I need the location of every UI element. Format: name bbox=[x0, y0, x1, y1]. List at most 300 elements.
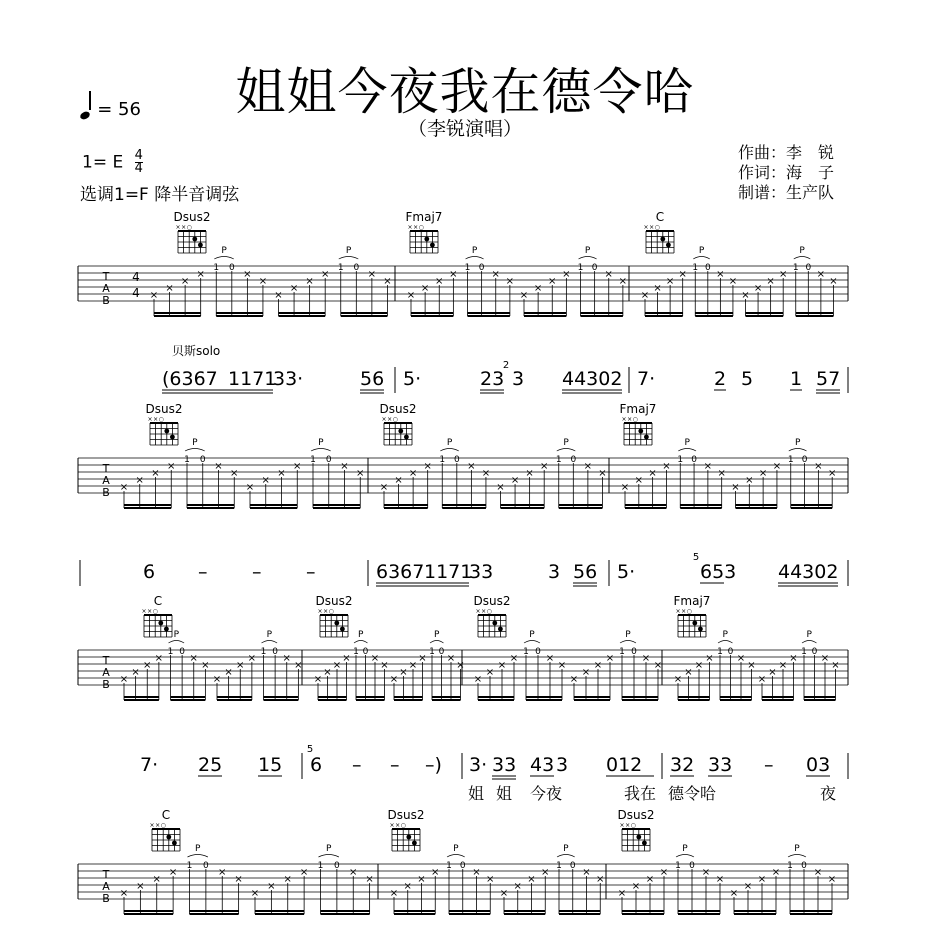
chord-name: Dsus2 bbox=[315, 594, 353, 608]
jianpu-note: – bbox=[198, 561, 208, 583]
chord-open-mark: × bbox=[481, 608, 487, 615]
pull-off-mark: P bbox=[446, 438, 453, 448]
tab-note-x: × bbox=[294, 660, 303, 671]
tab-clef-letter: B bbox=[102, 294, 110, 307]
tab-note-x: × bbox=[486, 874, 495, 885]
tab-note-x: × bbox=[394, 475, 403, 486]
chord-open-mark: × bbox=[317, 608, 323, 615]
fret-number: 0 bbox=[811, 647, 818, 657]
fret-number: 1 bbox=[577, 263, 584, 273]
tab-note-x: × bbox=[557, 660, 567, 671]
tab-note-x: × bbox=[768, 667, 777, 678]
chord-finger-dot bbox=[430, 243, 435, 248]
fret-number: 1 bbox=[213, 263, 220, 273]
jianpu-note: (6367 bbox=[162, 368, 218, 390]
tab-note-x: × bbox=[653, 283, 662, 294]
chord-finger-dot bbox=[698, 627, 703, 632]
fret-number: 0 bbox=[805, 263, 812, 273]
fret-number: 0 bbox=[459, 861, 466, 871]
jianpu-note: 56 bbox=[360, 368, 385, 390]
slur bbox=[311, 449, 331, 452]
chord-name: Fmaj7 bbox=[405, 210, 443, 224]
tab-note-x: × bbox=[152, 874, 161, 885]
tab-note-x: × bbox=[247, 653, 257, 664]
fret-number: 0 bbox=[272, 647, 278, 657]
chord-open-mark: × bbox=[175, 224, 181, 231]
tab-note-x: × bbox=[224, 667, 233, 678]
pull-off-mark: P bbox=[684, 438, 690, 448]
chord-open-mark: × bbox=[675, 608, 681, 615]
jianpu-note: 56 bbox=[573, 561, 598, 583]
tab-note-x: × bbox=[527, 874, 536, 885]
chord-finger-dot bbox=[340, 627, 345, 632]
tab-note-x: × bbox=[189, 653, 198, 664]
tab-clef-letter: B bbox=[102, 486, 110, 499]
tab-note-x: × bbox=[168, 867, 178, 878]
chord-open-mark: × bbox=[619, 822, 625, 829]
chord-open-mark: ○ bbox=[418, 224, 424, 231]
tab-note-x: × bbox=[620, 482, 630, 493]
pull-off-mark: P bbox=[453, 844, 459, 854]
chord-finger-dot bbox=[166, 835, 171, 840]
fret-number: 0 bbox=[570, 455, 577, 465]
jianpu-note: 6 bbox=[310, 754, 323, 776]
chord-open-mark: × bbox=[147, 416, 153, 423]
tab-note-x: × bbox=[813, 867, 823, 878]
tab-note-x: × bbox=[583, 461, 593, 472]
fret-number: 0 bbox=[631, 647, 637, 657]
chord-open-mark: ○ bbox=[686, 608, 692, 615]
tab-note-x: × bbox=[305, 276, 314, 287]
numbered-notation-row bbox=[80, 560, 848, 586]
fret-number: 0 bbox=[228, 263, 235, 273]
chord-name: C bbox=[153, 594, 163, 608]
chord-open-mark: × bbox=[395, 822, 401, 829]
tab-note-x: × bbox=[250, 888, 260, 899]
tab-note-x: × bbox=[274, 290, 283, 301]
tab-note-x: × bbox=[640, 290, 650, 301]
tab-note-x: × bbox=[293, 461, 302, 472]
pull-off-mark: P bbox=[345, 246, 352, 256]
tab-note-x: × bbox=[340, 461, 349, 472]
lyric-text: 德令哈 bbox=[668, 784, 717, 803]
pull-off-mark: P bbox=[529, 630, 535, 640]
chord-finger-dot bbox=[192, 237, 197, 242]
jianpu-note: – bbox=[252, 561, 262, 583]
tab-note-x: × bbox=[510, 475, 520, 486]
tab-note-x: × bbox=[598, 468, 607, 479]
tab-note-x: × bbox=[701, 867, 711, 878]
tab-note-x: × bbox=[827, 874, 837, 885]
pull-off-mark: P bbox=[221, 246, 227, 256]
chord-open-mark: ○ bbox=[630, 822, 636, 829]
slur bbox=[339, 257, 359, 260]
chord-open-mark: ○ bbox=[160, 822, 166, 829]
tab-note-x: × bbox=[729, 888, 739, 899]
fret-number: 0 bbox=[535, 647, 541, 657]
chord-name: Dsus2 bbox=[473, 594, 511, 608]
chord-open-mark: ○ bbox=[152, 608, 158, 615]
tab-note-x: × bbox=[617, 888, 627, 899]
tab-note-x: × bbox=[399, 667, 408, 678]
tab-note-x: × bbox=[283, 874, 292, 885]
grace-note: 2 bbox=[502, 360, 510, 371]
tab-clef-letter: A bbox=[102, 474, 110, 487]
tab-note-x: × bbox=[485, 667, 495, 678]
jianpu-note: 1 bbox=[790, 368, 803, 390]
jianpu-note: 25 bbox=[198, 754, 223, 776]
tab-note-x: × bbox=[766, 276, 775, 287]
chord-open-mark: × bbox=[381, 416, 387, 423]
jianpu-note: – bbox=[764, 754, 774, 776]
fret-number: 1 bbox=[337, 263, 344, 273]
tab-note-x: × bbox=[545, 653, 555, 664]
jianpu-note: 6 bbox=[143, 561, 156, 583]
tab-note-x: × bbox=[548, 276, 557, 287]
tab-clef-letter: T bbox=[102, 462, 110, 475]
pull-off-mark: P bbox=[173, 630, 180, 640]
jianpu-note: 3· bbox=[469, 754, 488, 776]
fret-number: 1 bbox=[675, 861, 681, 871]
tab-clef-letter: A bbox=[102, 666, 110, 679]
tab-note-x: × bbox=[562, 269, 571, 280]
grace-note: 5 bbox=[306, 744, 314, 755]
pull-off-mark: P bbox=[563, 844, 569, 854]
chord-finger-dot bbox=[170, 435, 175, 440]
fret-number: 0 bbox=[199, 455, 206, 465]
tab-note-x: × bbox=[757, 874, 767, 885]
chord-open-mark: ○ bbox=[158, 416, 164, 423]
tab-note-x: × bbox=[743, 881, 753, 892]
tempo-value: = 56 bbox=[97, 99, 141, 120]
tab-note-x: × bbox=[403, 881, 412, 892]
lyric-text: 姐 bbox=[496, 784, 513, 803]
tab-note-x: × bbox=[165, 283, 174, 294]
tab-note-x: × bbox=[236, 660, 245, 671]
tab-note-x: × bbox=[533, 283, 543, 294]
tab-note-x: × bbox=[383, 276, 392, 287]
jianpu-note: 012 bbox=[606, 754, 643, 776]
tab-note-x: × bbox=[717, 468, 726, 479]
chord-finger-dot bbox=[198, 243, 203, 248]
fret-number: 1 bbox=[353, 647, 359, 657]
tab-note-x: × bbox=[282, 653, 291, 664]
chord-finger-dot bbox=[666, 243, 671, 248]
song-title: 姐姐今夜我在德令哈 bbox=[235, 63, 695, 121]
fret-number: 1 bbox=[717, 647, 723, 657]
fret-number: 0 bbox=[801, 455, 808, 465]
fret-number: 1 bbox=[787, 455, 794, 465]
solo-label: 贝斯solo bbox=[172, 344, 221, 358]
chord-finger-dot bbox=[404, 435, 409, 440]
fret-number: 1 bbox=[464, 263, 471, 273]
tab-note-x: × bbox=[513, 881, 522, 892]
tab-note-x: × bbox=[653, 660, 663, 671]
chord-open-mark: × bbox=[153, 416, 159, 423]
fret-number: 1 bbox=[310, 455, 316, 465]
tab-note-x: × bbox=[491, 269, 500, 280]
tab-note-x: × bbox=[605, 653, 615, 664]
jianpu-note: 33 bbox=[708, 754, 733, 776]
tab-note-x: × bbox=[258, 276, 268, 287]
fret-number: 0 bbox=[438, 647, 445, 657]
chord-open-mark: × bbox=[627, 416, 633, 423]
chord-open-mark: ○ bbox=[186, 224, 192, 231]
tab-note-x: × bbox=[715, 874, 725, 885]
pull-off-mark: P bbox=[358, 630, 364, 640]
chord-open-mark: × bbox=[407, 224, 413, 231]
tab-time-bottom: 4 bbox=[132, 286, 140, 300]
chord-open-mark: ○ bbox=[328, 608, 334, 615]
slur bbox=[789, 449, 807, 452]
tab-note-x: × bbox=[581, 667, 591, 678]
tab-clef-letter: T bbox=[102, 654, 110, 667]
tab-note-x: × bbox=[753, 283, 763, 294]
tab-note-x: × bbox=[731, 482, 740, 493]
chord-open-mark: ○ bbox=[654, 224, 660, 231]
chord-name: Dsus2 bbox=[379, 402, 417, 416]
chord-name: Dsus2 bbox=[145, 402, 183, 416]
tab-note-x: × bbox=[716, 269, 725, 280]
tab-note-x: × bbox=[356, 468, 365, 479]
fret-number: 0 bbox=[689, 861, 695, 871]
tab-note-x: × bbox=[149, 290, 159, 301]
tab-note-x: × bbox=[196, 269, 205, 280]
tab-note-x: × bbox=[569, 674, 579, 685]
chord-open-mark: ○ bbox=[486, 608, 492, 615]
tab-note-x: × bbox=[143, 660, 152, 671]
tab-note-x: × bbox=[380, 660, 389, 671]
pull-off-mark: P bbox=[799, 246, 805, 256]
slur bbox=[524, 641, 540, 644]
fret-number: 1 bbox=[317, 861, 324, 871]
tab-note-x: × bbox=[423, 461, 432, 472]
fret-number: 0 bbox=[704, 263, 711, 273]
fret-number: 1 bbox=[523, 647, 529, 657]
tab-clef-letter: T bbox=[102, 270, 110, 283]
fret-number: 0 bbox=[478, 263, 485, 273]
jianpu-note: 1171 bbox=[228, 368, 277, 390]
tab-note-x: × bbox=[180, 276, 190, 287]
tab-note-x: × bbox=[678, 269, 687, 280]
tab-note-x: × bbox=[418, 653, 427, 664]
fret-number: 0 bbox=[353, 263, 360, 273]
performer-subtitle: （李锐演唱） bbox=[407, 118, 522, 140]
chord-finger-dot bbox=[164, 627, 169, 632]
chord-open-mark: × bbox=[387, 416, 393, 423]
fret-number: 1 bbox=[186, 861, 193, 871]
numbered-notation-row bbox=[140, 753, 848, 803]
slur bbox=[557, 855, 575, 858]
tab-note-x: × bbox=[119, 674, 129, 685]
tab-note-x: × bbox=[154, 653, 164, 664]
tab-note-x: × bbox=[119, 482, 129, 493]
tab-note-x: × bbox=[519, 290, 529, 301]
fret-number: 1 bbox=[692, 263, 699, 273]
jianpu-note: 7· bbox=[140, 754, 159, 776]
jianpu-note: 44302 bbox=[562, 368, 623, 390]
tab-note-x: × bbox=[349, 867, 358, 878]
fret-number: 1 bbox=[619, 647, 625, 657]
chord-finger-dot bbox=[498, 627, 503, 632]
tab-note-x: × bbox=[772, 461, 782, 472]
chord-open-mark: × bbox=[141, 608, 147, 615]
chord-name: C bbox=[161, 808, 171, 822]
chord-finger-dot bbox=[158, 621, 163, 626]
pull-off-mark: P bbox=[722, 630, 728, 640]
jianpu-note: – bbox=[352, 754, 362, 776]
fret-number: 0 bbox=[691, 455, 697, 465]
tab-note-x: × bbox=[389, 888, 399, 899]
chord-name: C bbox=[655, 210, 665, 224]
tab-note-x: × bbox=[645, 874, 655, 885]
chord-open-mark: × bbox=[147, 608, 153, 615]
chord-finger-dot bbox=[334, 621, 339, 626]
tab-note-x: × bbox=[472, 867, 481, 878]
slur bbox=[718, 641, 733, 644]
pull-off-mark: P bbox=[434, 630, 440, 640]
tab-note-x: × bbox=[641, 653, 651, 664]
fret-number: 1 bbox=[184, 455, 190, 465]
tab-note-x: × bbox=[323, 667, 332, 678]
tab-note-x: × bbox=[456, 660, 465, 671]
jianpu-note: 5· bbox=[403, 368, 422, 390]
tab-note-x: × bbox=[747, 660, 756, 671]
slur bbox=[693, 257, 710, 260]
tab-clef-letter: T bbox=[102, 868, 110, 881]
chord-open-mark: × bbox=[681, 608, 687, 615]
tab-note-x: × bbox=[745, 475, 754, 486]
tab-note-x: × bbox=[816, 269, 826, 280]
chord-open-mark: ○ bbox=[392, 416, 398, 423]
jianpu-note: 3 bbox=[556, 754, 569, 776]
tab-note-x: × bbox=[267, 881, 276, 892]
slur bbox=[185, 449, 205, 452]
tab-note-x: × bbox=[136, 881, 145, 892]
tab-note-x: × bbox=[481, 468, 491, 479]
lyric-text: 姐 bbox=[468, 784, 485, 803]
pull-off-mark: P bbox=[325, 844, 332, 854]
tab-note-x: × bbox=[167, 461, 176, 472]
slur bbox=[620, 641, 636, 644]
lyric-text: 我在 bbox=[624, 784, 657, 803]
tab-note-x: × bbox=[771, 867, 781, 878]
jianpu-note: 32 bbox=[670, 754, 695, 776]
jianpu-note: –) bbox=[425, 754, 442, 776]
tab-note-x: × bbox=[245, 482, 255, 493]
jianpu-note: 15 bbox=[258, 754, 283, 776]
tab-note-x: × bbox=[582, 867, 591, 878]
chord-finger-dot bbox=[692, 621, 697, 626]
chord-open-mark: × bbox=[323, 608, 329, 615]
chord-finger-dot bbox=[492, 621, 497, 626]
pull-off-mark: P bbox=[584, 246, 591, 256]
credit-transcriber: 制谱：生产队 bbox=[738, 183, 835, 202]
jianpu-note: 3 bbox=[548, 561, 561, 583]
tab-note-x: × bbox=[778, 660, 788, 671]
lyric-text: 今夜 bbox=[530, 784, 563, 803]
tab-note-x: × bbox=[634, 475, 644, 486]
lyric-text: 夜 bbox=[820, 784, 837, 803]
tab-note-x: × bbox=[389, 674, 399, 685]
tab-note-x: × bbox=[313, 674, 323, 685]
tab-note-x: × bbox=[212, 674, 222, 685]
tab-note-x: × bbox=[684, 667, 693, 678]
jianpu-note: 7· bbox=[637, 368, 656, 390]
slur bbox=[794, 257, 811, 260]
chord-open-mark: × bbox=[413, 224, 419, 231]
tab-note-x: × bbox=[408, 468, 418, 479]
tab-note-x: × bbox=[604, 269, 613, 280]
tab-note-x: × bbox=[497, 660, 507, 671]
tab-time-top: 4 bbox=[132, 270, 140, 284]
tab-note-x: × bbox=[320, 269, 330, 280]
pull-off-mark: P bbox=[194, 844, 201, 854]
pull-off-mark: P bbox=[794, 438, 801, 448]
tab-clef-letter: B bbox=[102, 892, 110, 905]
tab-note-x: × bbox=[417, 874, 426, 885]
tab-system bbox=[78, 594, 848, 700]
tab-note-x: × bbox=[135, 475, 144, 486]
fret-number: 1 bbox=[429, 647, 435, 657]
tab-note-x: × bbox=[342, 653, 351, 664]
tab-note-x: × bbox=[230, 468, 239, 479]
jianpu-note: 33· bbox=[273, 368, 304, 390]
tab-note-x: × bbox=[365, 874, 374, 885]
tab-note-x: × bbox=[665, 276, 675, 287]
tab-note-x: × bbox=[408, 660, 418, 671]
pull-off-mark: P bbox=[698, 246, 705, 256]
tab-note-x: × bbox=[509, 653, 519, 664]
slur bbox=[676, 855, 694, 858]
tab-note-x: × bbox=[778, 269, 788, 280]
chord-open-mark: × bbox=[155, 822, 161, 829]
tab-system bbox=[78, 808, 848, 914]
tab-note-x: × bbox=[505, 276, 515, 287]
tab-note-x: × bbox=[694, 660, 704, 671]
tab-note-x: × bbox=[789, 653, 798, 664]
chord-finger-dot bbox=[642, 841, 647, 846]
tab-note-x: × bbox=[299, 867, 309, 878]
chord-open-mark: × bbox=[625, 822, 631, 829]
slur bbox=[430, 641, 444, 644]
jianpu-note: 653 bbox=[700, 561, 737, 583]
tab-note-x: × bbox=[539, 461, 549, 472]
slur bbox=[466, 257, 484, 260]
fret-number: 0 bbox=[569, 861, 576, 871]
jianpu-note: 33 bbox=[492, 754, 517, 776]
tab-note-x: × bbox=[648, 468, 657, 479]
fret-number: 1 bbox=[792, 263, 799, 273]
chord-open-mark: ○ bbox=[632, 416, 638, 423]
slur bbox=[169, 641, 185, 644]
tab-clef-letter: A bbox=[102, 282, 110, 295]
fret-number: 0 bbox=[334, 861, 340, 871]
slur bbox=[788, 855, 806, 858]
tab-note-x: × bbox=[131, 667, 140, 678]
jianpu-note: 2 bbox=[714, 368, 727, 390]
chord-finger-dot bbox=[644, 435, 649, 440]
tuning-note: 选调1=F 降半音调弦 bbox=[80, 185, 240, 205]
tab-note-x: × bbox=[379, 482, 389, 493]
jianpu-note: 23 bbox=[480, 368, 505, 390]
fret-number: 0 bbox=[453, 455, 460, 465]
time-bottom: 4 bbox=[134, 161, 143, 176]
fret-number: 1 bbox=[556, 861, 562, 871]
tab-note-x: × bbox=[758, 468, 768, 479]
tab-note-x: × bbox=[541, 867, 550, 878]
chord-name: Fmaj7 bbox=[673, 594, 711, 608]
